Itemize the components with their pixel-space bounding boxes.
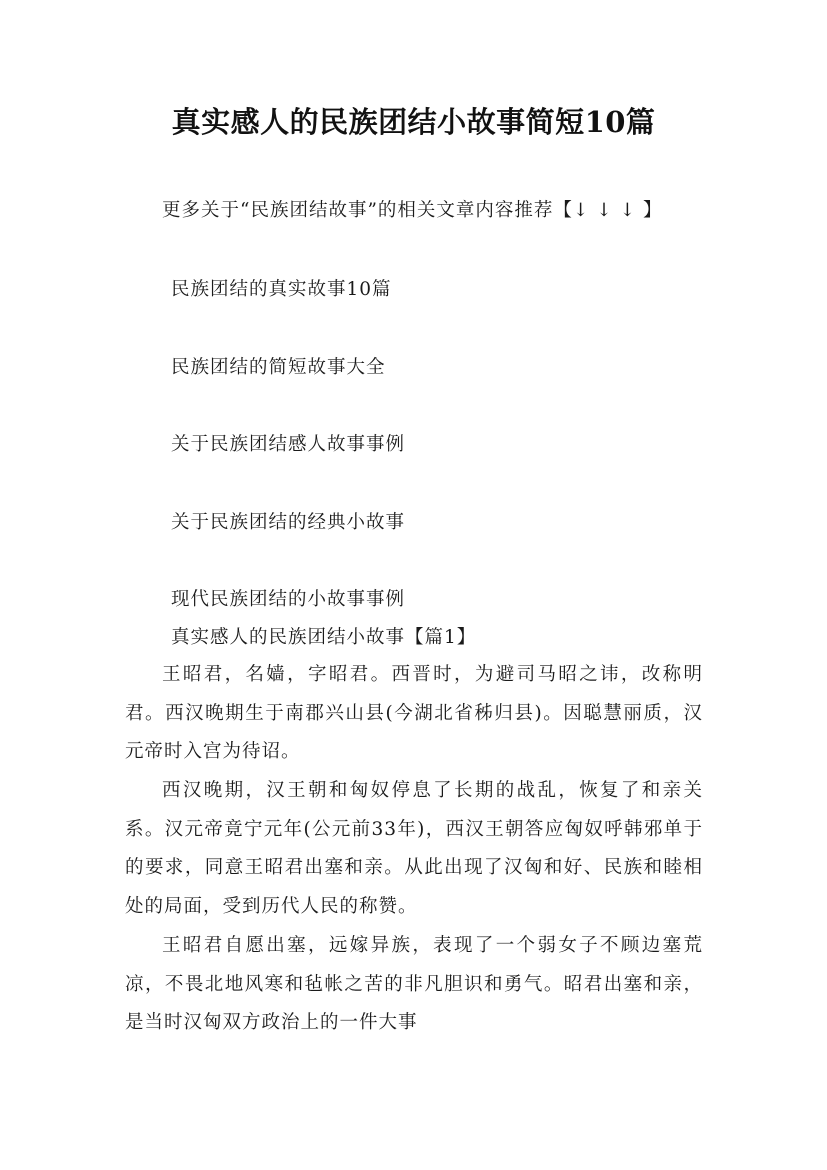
related-link-1[interactable]: 民族团结的真实故事10篇 — [171, 279, 392, 300]
recommend-line: 更多关于“民族团结故事”的相关文章内容推荐【↓ ↓ ↓ 】 — [162, 200, 663, 221]
paragraph-2: 西汉晚期，汉王朝和匈奴停息了长期的战乱，恢复了和亲关系。汉元帝竟宁元年(公元前33年)，西汉王朝答应匈奴呼韩邪单于的要求，同意王昭君出塞和亲。从此出现了汉匈和好、民族和睦相处的局面，受到历代人民的称赞。 — [125, 780, 703, 917]
paragraph-3: 王昭君自愿出塞，远嫁异族，表现了一个弱女子不顾边塞荒凉，不畏北地风寒和毡帐之苦的非凡胆识和勇气。昭君出塞和亲，是当时汉匈双方政治上的一件大事 — [125, 935, 703, 1034]
related-link-3[interactable]: 关于民族团结感人故事事例 — [171, 434, 406, 455]
related-link-5[interactable]: 现代民族团结的小故事事例 — [171, 589, 406, 610]
paragraph-1: 王昭君，名嫱，字昭君。西晋时，为避司马昭之讳，改称明君。西汉晚期生于南郡兴山县(今湖北省秭归县)。因聪慧丽质，汉元帝时入宫为待诏。 — [125, 664, 703, 763]
related-link-2[interactable]: 民族团结的简短故事大全 — [171, 357, 386, 378]
document-title: 真实感人的民族团结小故事简短10篇 — [171, 105, 656, 139]
section-heading: 真实感人的民族团结小故事【篇1】 — [171, 627, 477, 648]
related-link-4[interactable]: 关于民族团结的经典小故事 — [171, 512, 406, 533]
